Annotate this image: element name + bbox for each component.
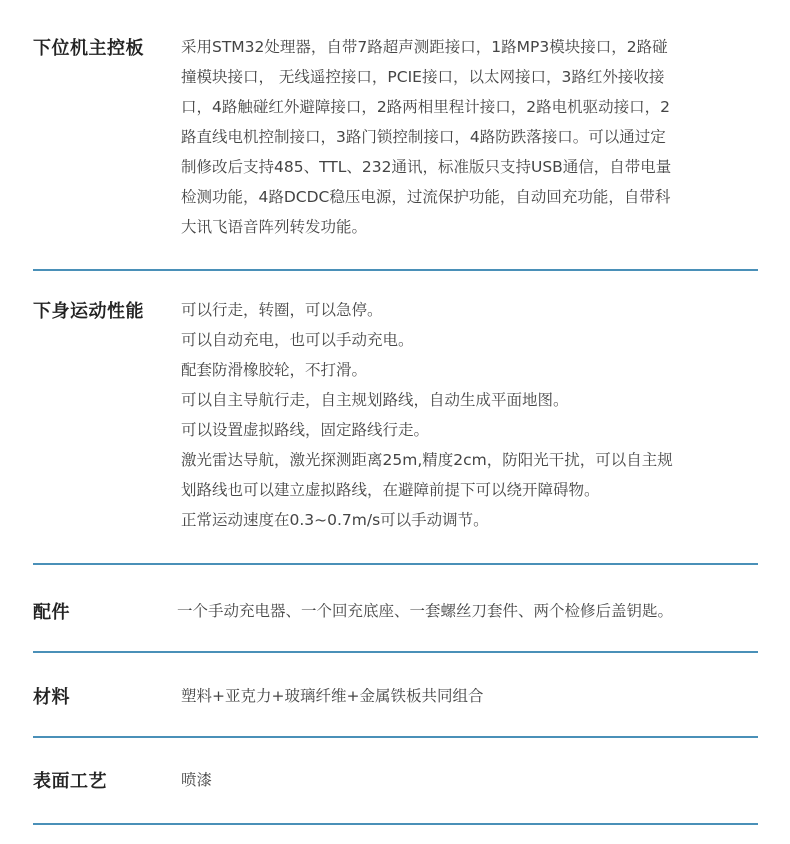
- spec-line: 激光雷达导航，激光探测距离25m,精度2cm，防阳光干扰，可以自主规: [181, 451, 673, 469]
- spec-label: 配件: [33, 602, 70, 623]
- spec-line: 采用STM32处理器，自带7路超声测距接口，1路MP3模块接口，2路碰: [181, 38, 668, 56]
- spec-line: 喷漆: [181, 771, 213, 789]
- spec-line: 可以设置虚拟路线，固定路线行走。: [181, 421, 430, 439]
- spec-value: [177, 596, 763, 626]
- spec-value: [181, 765, 763, 795]
- spec-value: [181, 681, 763, 711]
- spec-line: 检测功能，4路DCDC稳压电源，过流保护功能，自动回充功能，自带科: [181, 188, 671, 206]
- spec-line: 可以行走，转圈，可以急停。: [181, 301, 383, 319]
- spec-label: 下身运动性能: [33, 301, 144, 322]
- spec-line: 正常运动速度在0.3~0.7m/s可以手动调节。: [181, 511, 489, 529]
- spec-line: 口，4路触碰红外避障接口，2路两相里程计接口，2路电机驱动接口，2: [181, 98, 670, 116]
- spec-line: 撞模块接口， 无线遥控接口，PCIE接口，以太网接口，3路红外接收接: [181, 68, 665, 86]
- row-divider: [33, 269, 758, 271]
- row-divider: [33, 736, 758, 738]
- spec-line: 路直线电机控制接口，3路门锁控制接口，4路防跌落接口。可以通过定: [181, 128, 666, 146]
- spec-line: 划路线也可以建立虚拟路线，在避障前提下可以绕开障碍物。: [181, 481, 600, 499]
- spec-line: 一个手动充电器、一个回充底座、一套螺丝刀套件、两个检修后盖钥匙。: [177, 602, 674, 620]
- spec-label: 材料: [33, 687, 70, 708]
- row-divider: [33, 563, 758, 565]
- spec-line: 可以自动充电，也可以手动充电。: [181, 331, 414, 349]
- row-divider: [33, 823, 758, 825]
- spec-line: 大讯飞语音阵列转发功能。: [181, 218, 368, 236]
- spec-line: 配套防滑橡胶轮，不打滑。: [181, 361, 368, 379]
- spec-line: 可以自主导航行走，自主规划路线，自动生成平面地图。: [181, 391, 569, 409]
- row-divider: [33, 651, 758, 653]
- spec-value: [181, 295, 763, 535]
- spec-line: 塑料+亚克力+玻璃纤维+金属铁板共同组合: [181, 687, 484, 705]
- spec-label: 下位机主控板: [33, 38, 144, 59]
- spec-label: 表面工艺: [33, 771, 107, 792]
- spec-line: 制修改后支持485、TTL、232通讯，标准版只支持USB通信，自带电量: [181, 158, 672, 176]
- spec-value: [181, 32, 763, 242]
